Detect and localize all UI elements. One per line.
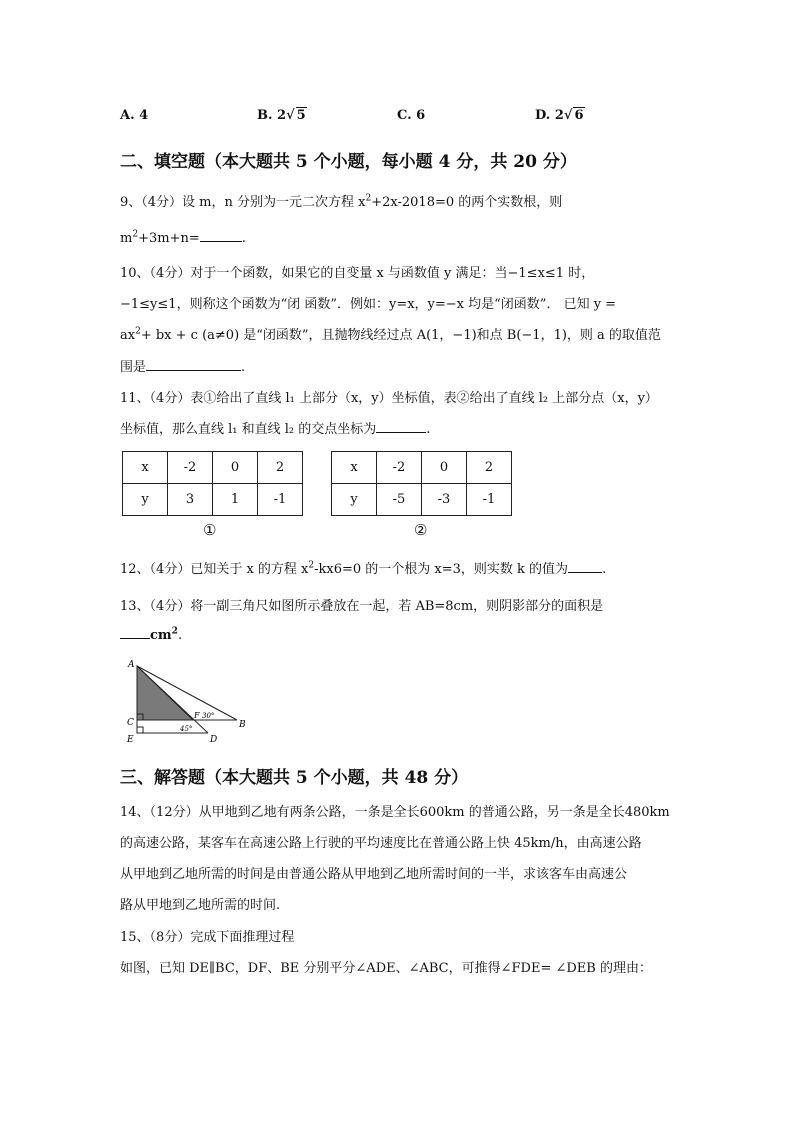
label-b: B (239, 720, 246, 730)
table-cell: y (332, 484, 377, 516)
q11-line2: 坐标值，那么直线 l₁ 和直线 l₂ 的交点坐标为 . (120, 422, 431, 437)
q13-unit: cm (150, 628, 172, 643)
q12-line1: 12、（4分）已知关于 x 的方程 $x^2-kx6=0$ 的一个根为 x=3，则实数 k 的值为 . (120, 560, 607, 577)
option-d-radicand: 6 (574, 108, 584, 123)
q9-text-b: +2x-2018=0 的两个实数根，则 (371, 195, 563, 210)
q14-line3: 从甲地到乙地所需的时间是由普通公路从甲地到乙地所需时间的一半，求该客车由高速公 (120, 867, 628, 882)
answer-blank[interactable] (568, 560, 602, 573)
section2-title: 二、填空题（本大题共 5 个小题，每小题 4 分，共 20 分） (120, 152, 577, 172)
sqrt-icon: √ 5 (286, 108, 306, 123)
q10-text-end: 围是 (120, 360, 147, 375)
q9-line1 (120, 191, 562, 210)
option-c: C. 6 (397, 108, 426, 123)
label-f: F (194, 711, 200, 720)
q9-text-a: 9、（4分）设 m，n 分别为一元二次方程 x (120, 195, 366, 210)
q9-line2: $m^2+3m+n=$ . (120, 229, 246, 246)
section3-title: 三、解答题（本大题共 5 个小题，共 48 分） (120, 768, 469, 788)
table-cell: 0 (422, 452, 467, 484)
table-1-label: ① (203, 521, 217, 539)
q12-text-b: -kx6=0 的一个根为 x=3，则实数 k 的值为 (314, 562, 569, 577)
q11-text: 坐标值，那么直线 l₁ 和直线 l₂ 的交点坐标为 (120, 422, 377, 437)
table-cell: 0 (213, 452, 258, 484)
q14-line4: 路从甲地到乙地所需的时间. (120, 898, 281, 913)
table-cell: x (332, 452, 377, 484)
label-d: D (210, 735, 218, 745)
table-2 (331, 451, 512, 516)
option-d (535, 108, 585, 123)
table-cell: -2 (168, 452, 213, 484)
q9-sup2: 2 (132, 229, 139, 240)
q10-line4: 围是 . (120, 360, 246, 375)
right-angle-e (137, 727, 143, 733)
table-cell: y (123, 484, 168, 516)
q10-line2: −1≤y≤1，则称这个函数为“闭 函数”．例如：y=x，y=−x 均是“闭函数”． 已知 y = (120, 297, 617, 312)
table-cell: 1 (213, 484, 258, 516)
triangle-figure (120, 655, 260, 750)
q12-text-a: 12、（4分）已知关于 x 的方程 x (120, 562, 309, 577)
table-cell: -1 (467, 484, 512, 516)
option-b-radicand: 5 (296, 108, 306, 123)
label-a: A (128, 660, 135, 670)
q12-sup: 2 (308, 560, 315, 571)
q10-line3 (120, 324, 661, 343)
table-cell: x (123, 452, 168, 484)
q9-sup: 2 (365, 193, 372, 204)
table-2-label: ② (414, 521, 428, 539)
table-cell: 3 (168, 484, 213, 516)
q10-line1: 10、（4分）对于一个函数，如果它的自变量 x 与函数值 y 满足：当−1≤x≤1 时， (120, 266, 595, 281)
option-b-coef: 2 (277, 108, 287, 123)
table-1 (122, 451, 303, 516)
table-cell: -5 (377, 484, 422, 516)
answer-blank[interactable] (120, 626, 150, 639)
q10-ax: ax (120, 328, 136, 343)
table-row (123, 484, 303, 516)
q10-text: + bx + c (a≠0) 是“闭函数”，且抛物线经过点 A(1，−1)和点 B(−1，1)，则 a 的取值范 (140, 328, 661, 343)
q13-line1: 13、（4分）将一副三角尺如图所示叠放在一起，若 AB=8cm，则阴影部分的面积是 (120, 599, 604, 614)
q11-line1: 11、（4分）表①给出了直线 l₁ 上部分（x，y）坐标值，表②给出了直线 l₂ 上部分点（x，y） (120, 391, 658, 406)
q13-line2: $cm^2$. (120, 626, 182, 643)
table-row (332, 484, 512, 516)
table-cell: -3 (422, 484, 467, 516)
table-cell: -1 (258, 484, 303, 516)
label-c: C (127, 718, 134, 728)
angle-30: 30° (202, 712, 215, 720)
option-d-label: D. (535, 108, 555, 123)
answer-blank[interactable] (200, 229, 242, 242)
table-row (332, 452, 512, 484)
q10-sup: 2 (135, 326, 141, 337)
table-cell: 2 (467, 452, 512, 484)
q13-sup: 2 (171, 626, 178, 637)
label-e: E (127, 735, 134, 745)
q9-m: m (120, 231, 133, 246)
q15-line2: 如图，已知 DE∥BC，DF、BE 分别平分∠ADE、∠ABC，可推得∠FDE= ∠DEB 的理由： (120, 961, 652, 976)
table-row (123, 452, 303, 484)
answer-blank[interactable] (376, 420, 426, 433)
q15-line1: 15、（8分）完成下面推理过程 (120, 930, 295, 945)
answer-blank[interactable] (146, 358, 241, 371)
q14-line1: 14、（12分）从甲地到乙地有两条公路，一条是全长600km 的普通公路，另一条是全长480km (120, 805, 670, 820)
table-cell: -2 (377, 452, 422, 484)
q9-text-c: +3m+n= (138, 231, 200, 246)
angle-45: 45° (180, 725, 193, 733)
option-a: A. 4 (120, 108, 149, 123)
sqrt-icon: √ 6 (563, 108, 584, 123)
option-b (257, 108, 307, 123)
q14-line2: 的高速公路，某客车在高速公路上行驶的平均速度比在普通公路上快 45km/h，由高速公路 (120, 836, 642, 851)
table-cell: 2 (258, 452, 303, 484)
option-d-coef: 2 (554, 108, 564, 123)
option-b-label: B. (257, 108, 278, 123)
